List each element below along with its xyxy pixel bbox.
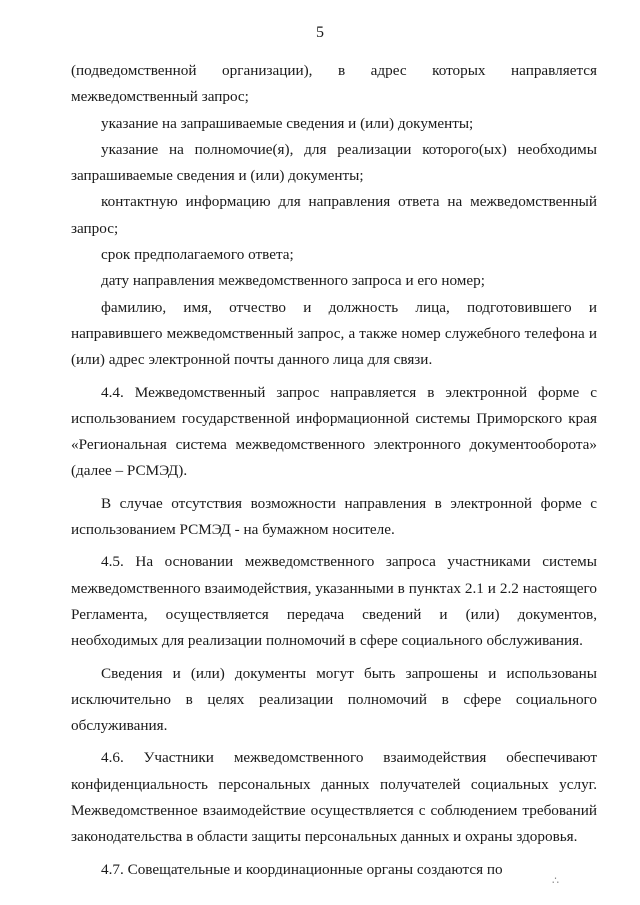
paragraph-response-term: срок предполагаемого ответа; — [101, 246, 294, 264]
page-number: 5 — [316, 24, 324, 41]
paragraph-contact-info: контактную информацию для направления ответа на межведомственный запрос; — [71, 193, 597, 237]
paragraph-authority: указание на полномочие(я), для реализации которого(ых) необходимы запрашиваемые сведения и (или) документы; — [71, 140, 597, 185]
paragraph-section-4-6: 4.6. Участники межведомственного взаимодействия обеспечивают конфиденциальность персональных данных получателей социальных услуг. Межведомственное взаимодействие осуществляется с соблюдением требований законодательства в области защиты персональных данных и охраны здоровья. — [71, 749, 597, 846]
document-body — [71, 58, 597, 883]
paragraph-section-4-7: 4.7. Совещательные и координационные органы создаются по — [101, 860, 503, 878]
paragraph-usage-limits: Сведения и (или) документы могут быть запрошены и использованы исключительно в целях реализации полномочий в сфере социального обслуживания. — [71, 664, 597, 735]
paragraph-request-date: дату направления межведомственного запроса и его номер; — [101, 272, 485, 290]
paragraph-recipient: (подведомственной организации), в адрес которых направляется межведомственный запрос; — [71, 62, 597, 106]
paragraph-requested-info: указание на запрашиваемые сведения и (или) документы; — [101, 114, 474, 132]
paragraph-section-4-5: 4.5. На основании межведомственного запроса участниками системы межведомственного взаимодействия, указанными в пунктах 2.1 и 2.2 настоящего Регламента, осуществляется передача сведений и (или) документов, необходимых для реализации полномочий в сфере социального обслуживания. — [71, 553, 597, 650]
corner-mark: ∴ — [552, 875, 559, 887]
paragraph-paper-fallback: В случае отсутствия возможности направления в электронной форме с использованием РСМЭД - на бумажном носителе. — [71, 494, 597, 539]
paragraph-section-4-4: 4.4. Межведомственный запрос направляется в электронной форме с использованием государственной информационной системы Приморского края «Региональная система межведомственного электронного документооборота» (далее – РСМЭД). — [71, 383, 597, 480]
paragraph-responsible-person: фамилию, имя, отчество и должность лица, подготовившего и направившего межведомственный запрос, а также номер служебного телефона и (или) адрес электронной почты данного лица для связи. — [71, 298, 597, 369]
